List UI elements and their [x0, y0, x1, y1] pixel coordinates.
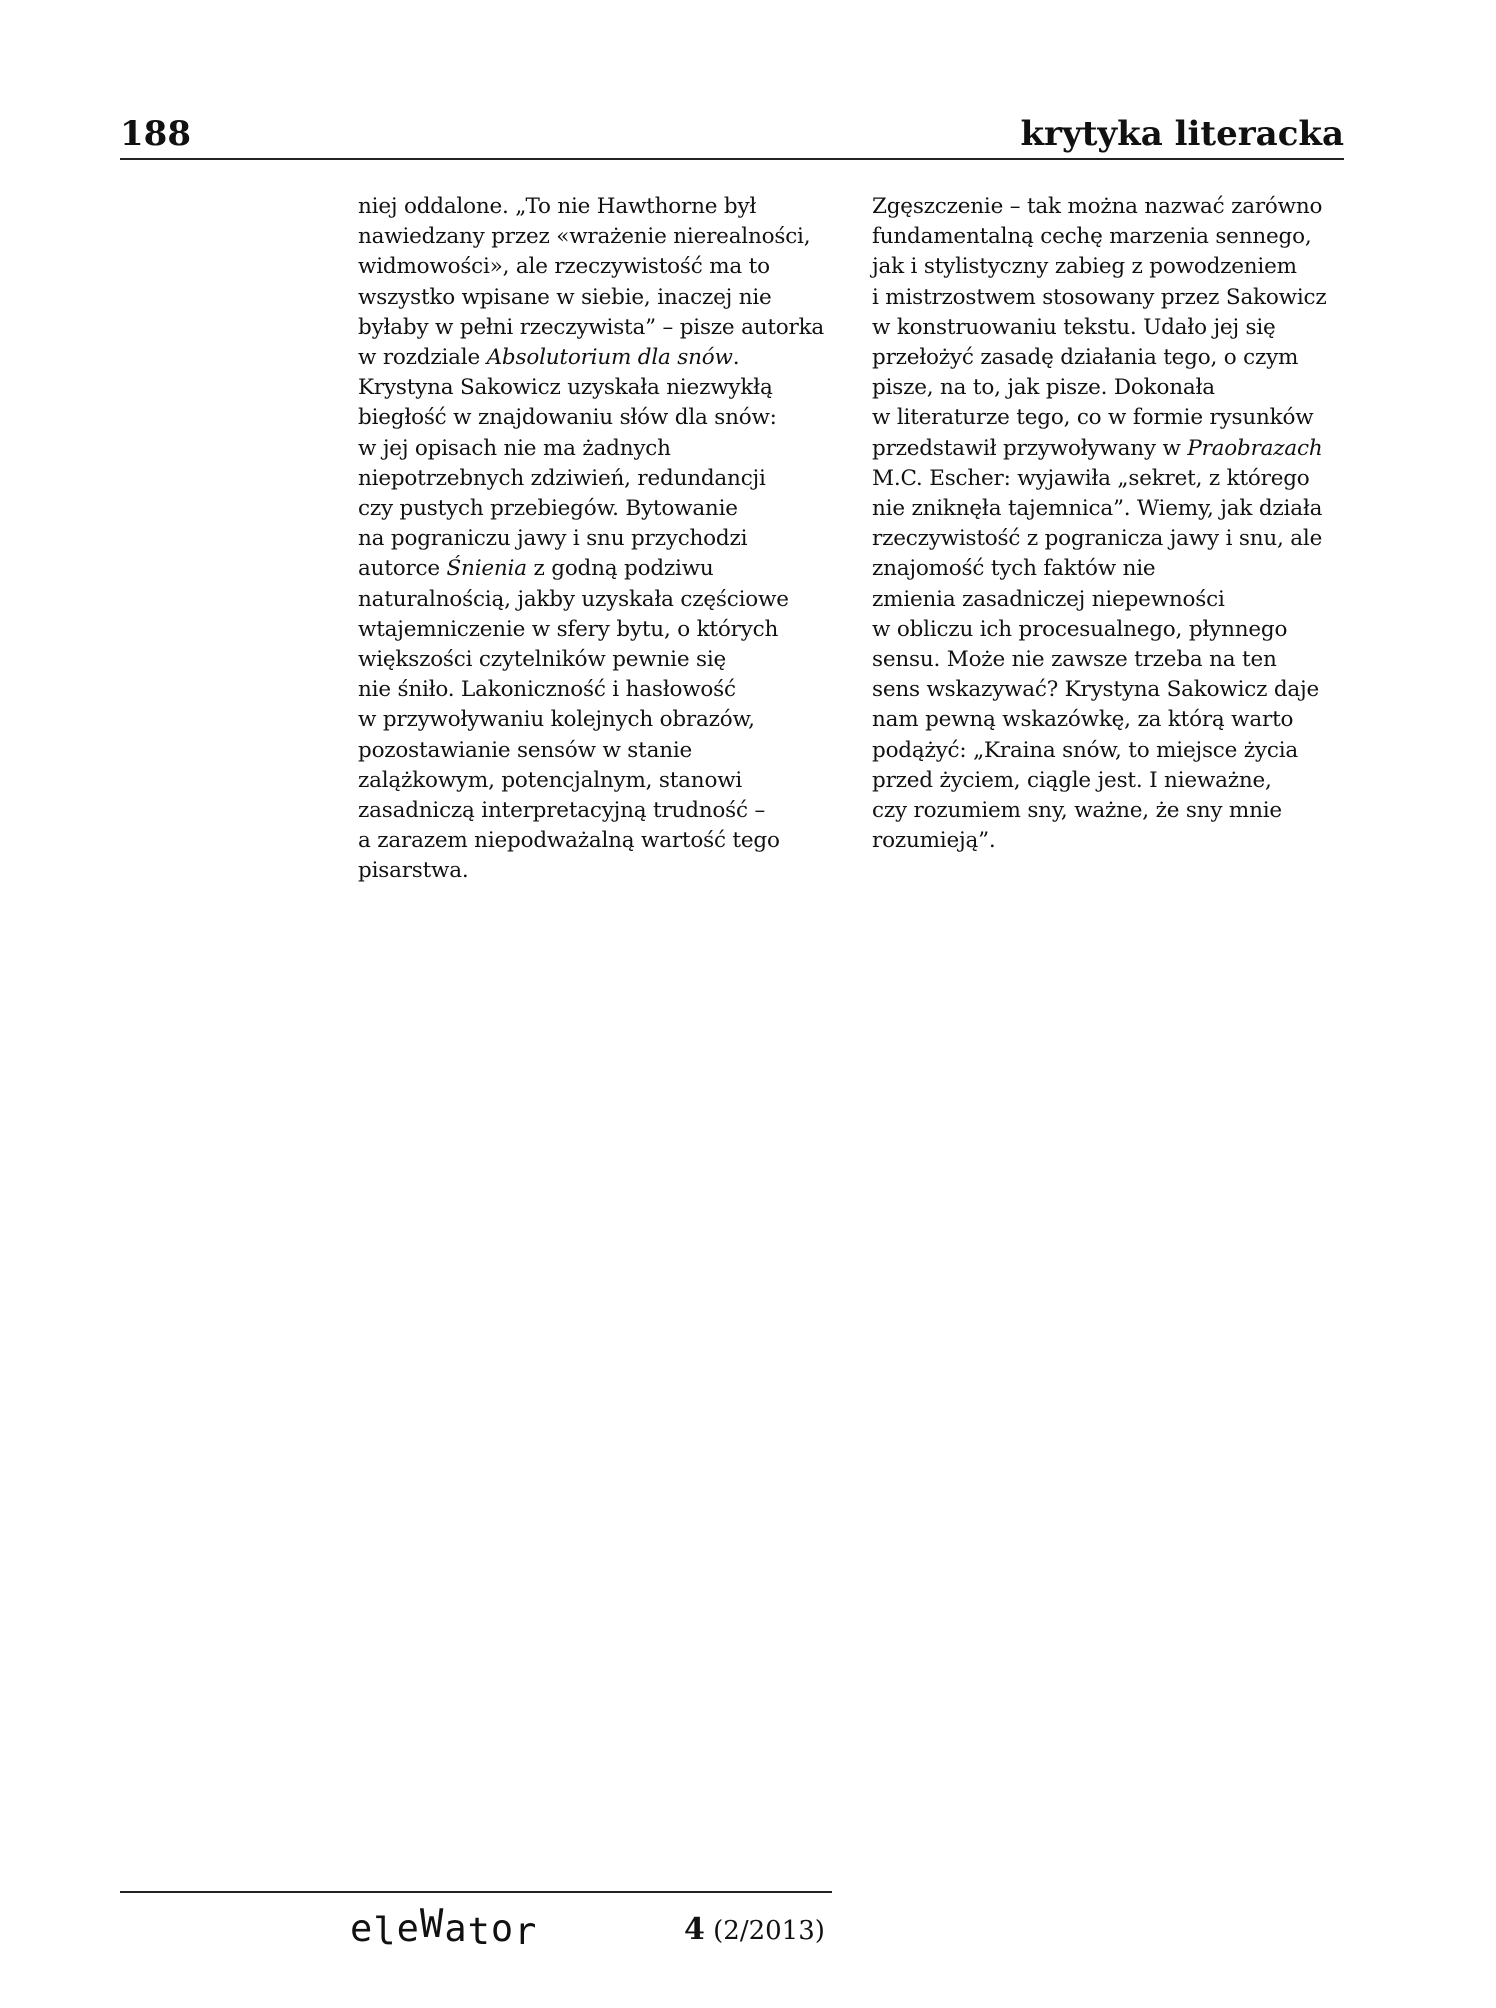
text-line	[872, 494, 1323, 524]
text-line	[872, 403, 1312, 433]
text-run: w przywoływaniu kolejnych obrazów,	[358, 707, 755, 733]
text-run: nam pewną wskazówkę, za którą warto	[872, 707, 1294, 733]
header-rule	[120, 158, 1344, 160]
text-line	[872, 313, 1312, 343]
text-run: M.C. Escher: wyjawiła „sekret, z którego	[872, 465, 1310, 491]
text-line	[358, 313, 825, 343]
text-line	[358, 464, 798, 494]
text-run: wszystko wpisane w siebie, inaczej nie	[358, 284, 772, 310]
text-run: Krystyna Sakowicz uzyskała niezwykłą	[358, 375, 773, 401]
text-line	[358, 826, 798, 856]
text-run: jak i stylistyczny zabieg z powodzeniem	[872, 254, 1297, 280]
italic-title: Praobrazach	[1187, 435, 1323, 461]
text-line	[872, 464, 1312, 494]
text-line	[358, 373, 798, 403]
text-column-left	[358, 192, 825, 887]
text-run: i mistrzostwem stosowany przez Sakowicz	[872, 284, 1327, 310]
footer-rule	[120, 1891, 832, 1893]
text-line	[872, 826, 1312, 856]
text-line	[358, 585, 798, 615]
text-line	[872, 736, 1312, 766]
text-run: na pograniczu jawy i snu przychodzi	[358, 526, 748, 552]
text-line	[358, 283, 798, 313]
text-line	[872, 434, 1323, 464]
text-run: czy rozumiem sny, ważne, że sny mnie	[872, 798, 1282, 824]
text-run: w jej opisach nie ma żadnych	[358, 435, 671, 461]
page-number: 188	[120, 114, 191, 154]
text-run: biegłość w znajdowaniu słów dla snów:	[358, 405, 777, 431]
text-line	[358, 705, 798, 735]
text-line	[872, 373, 1312, 403]
text-line	[358, 343, 798, 373]
text-line	[872, 796, 1312, 826]
text-line	[872, 766, 1312, 796]
text-run: sens wskazywać? Krystyna Sakowicz daje	[872, 677, 1320, 703]
text-line	[872, 222, 1312, 252]
text-run: niej oddalone. „To nie Hawthorne był	[358, 194, 757, 219]
text-run: większości czytelników pewnie się	[358, 647, 727, 673]
text-run: .	[732, 345, 740, 371]
text-run: znajomość tych faktów nie	[872, 556, 1156, 582]
text-column-right	[872, 192, 1327, 856]
text-run: a zarazem niepodważalną wartość tego	[358, 828, 780, 854]
text-line	[358, 494, 798, 524]
text-run: podążyć: „Kraina snów, to miejsce życia	[872, 737, 1299, 763]
text-line	[358, 736, 798, 766]
text-line	[872, 283, 1327, 313]
text-line	[872, 554, 1312, 584]
section-title: krytyka literacka	[1020, 114, 1344, 154]
text-line	[358, 192, 798, 222]
text-run: sensu. Może nie zawsze trzeba na ten	[872, 647, 1277, 673]
text-run: wtajemniczenie w sfery bytu, o których	[358, 616, 779, 642]
text-line	[872, 585, 1312, 615]
text-run: zasadniczą interpretacyjną trudność –	[358, 798, 766, 824]
italic-title: Śnienia	[446, 556, 527, 582]
text-run: zalążkowym, potencjalnym, stanowi	[358, 767, 743, 793]
text-line	[358, 434, 798, 464]
text-run: przełożyć zasadę działania tego, o czym	[872, 345, 1299, 371]
text-line	[358, 615, 798, 645]
text-line	[358, 766, 798, 796]
text-run: pisarstwa.	[358, 858, 469, 884]
text-run: w literaturze tego, co w formie rysunków	[872, 405, 1314, 431]
text-run: nie śniło. Lakoniczność i hasłowość	[358, 677, 736, 703]
text-line	[358, 252, 798, 282]
text-run: zmienia zasadniczej niepewności	[872, 586, 1225, 612]
text-run: autorce	[358, 556, 447, 582]
issue-label	[684, 1912, 825, 1949]
italic-title: Absolutorium dla snów	[486, 345, 733, 371]
text-line	[872, 705, 1312, 735]
issue-detail: (2/2013)	[713, 1916, 825, 1946]
text-run: przedstawił przywoływany w	[872, 435, 1188, 461]
text-run: nie zniknęła tajemnica”. Wiemy, jak działa	[872, 496, 1323, 522]
text-line	[358, 645, 798, 675]
text-run: przed życiem, ciągle jest. I nieważne,	[872, 767, 1272, 793]
issue-number: 4	[684, 1912, 705, 1947]
text-run: rzeczywistość z pogranicza jawy i snu, ale	[872, 526, 1323, 552]
text-line	[358, 856, 798, 886]
magazine-logo: eleWator	[350, 1902, 538, 1953]
text-line	[358, 403, 798, 433]
text-line	[872, 645, 1312, 675]
text-line	[358, 222, 811, 252]
text-run: w rozdziale	[358, 345, 487, 371]
text-line	[358, 796, 798, 826]
text-run: pozostawianie sensów w stanie	[358, 737, 693, 763]
text-run: fundamentalną cechę marzenia sennego,	[872, 224, 1312, 250]
text-line	[872, 343, 1312, 373]
text-line	[872, 615, 1312, 645]
text-run: widmowości», ale rzeczywistość ma to	[358, 254, 770, 280]
text-run: pisze, na to, jak pisze. Dokonała	[872, 375, 1215, 401]
text-run: w konstruowaniu tekstu. Udało jej się	[872, 314, 1276, 340]
text-run: niepotrzebnych zdziwień, redundancji	[358, 465, 766, 491]
text-line	[358, 524, 798, 554]
text-run: w obliczu ich procesualnego, płynnego	[872, 616, 1288, 642]
text-run: byłaby w pełni rzeczywista” – pisze autorka	[358, 314, 825, 340]
text-line	[872, 675, 1320, 705]
text-run: Zgęszczenie – tak można nazwać zarówno	[872, 194, 1323, 219]
text-run: z godną podziwu	[526, 556, 714, 582]
text-run: nawiedzany przez «wrażenie nierealności,	[358, 224, 811, 250]
text-line	[872, 252, 1312, 282]
text-run: czy pustych przebiegów. Bytowanie	[358, 496, 738, 522]
text-line	[358, 554, 798, 584]
text-run: rozumieją”.	[872, 828, 996, 854]
text-line	[872, 192, 1323, 222]
text-line	[358, 675, 798, 705]
text-run: naturalnością, jakby uzyskała częściowe	[358, 586, 789, 612]
text-line	[872, 524, 1323, 554]
